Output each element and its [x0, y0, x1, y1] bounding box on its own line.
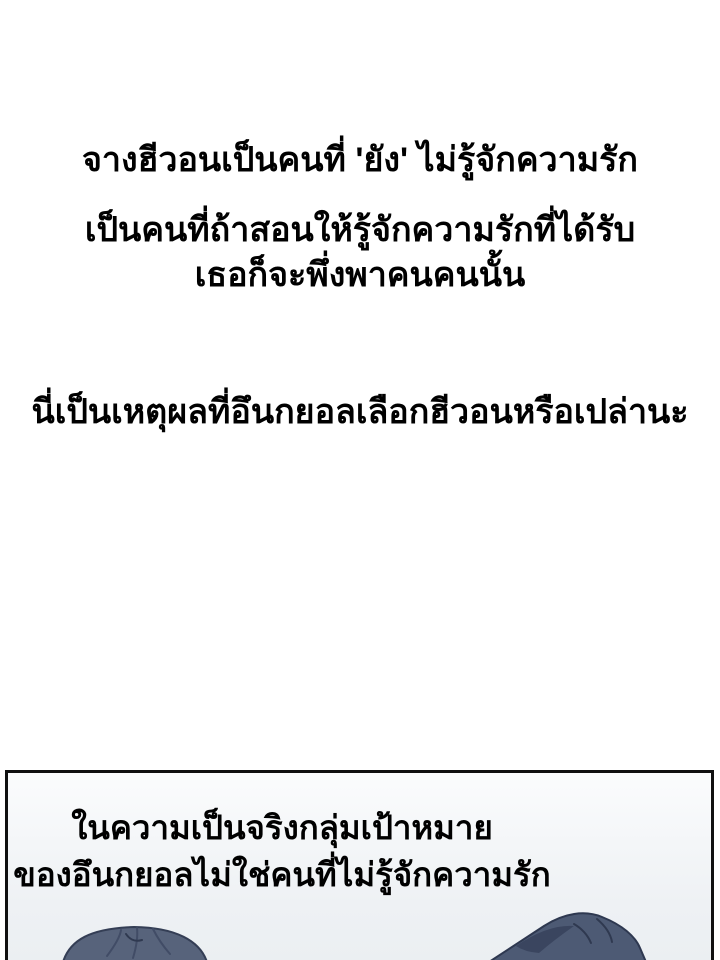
panel-caption: [8, 804, 556, 898]
narration-line-2: เป็นคนที่ถ้าสอนให้รู้จักความรักที่ได้รับ: [84, 211, 636, 249]
panel-caption-line-2: ของอึนกยอลไม่ใช่คนที่ไม่รู้จักความรัก: [13, 856, 551, 893]
characters-heads-artwork: [8, 910, 711, 960]
narration-line-3: เธอก็จะพึ่งพาคนคนนั้น: [194, 256, 526, 294]
panel-caption-line-1: ในความเป็นจริงกลุ่มเป้าหมาย: [71, 809, 493, 846]
narration-line-1: จางฮีวอนเป็นคนที่ 'ยัง' ไม่รู้จักความรัก: [81, 141, 639, 179]
narration-line-4: นี่เป็นเหตุผลที่อึนกยอลเลือกฮีวอนหรือเปล่านะ: [31, 393, 689, 431]
comic-panel: [5, 770, 714, 960]
narration-block: [0, 208, 720, 298]
right-character-hair: [489, 913, 646, 960]
left-character-hair: [63, 927, 207, 960]
